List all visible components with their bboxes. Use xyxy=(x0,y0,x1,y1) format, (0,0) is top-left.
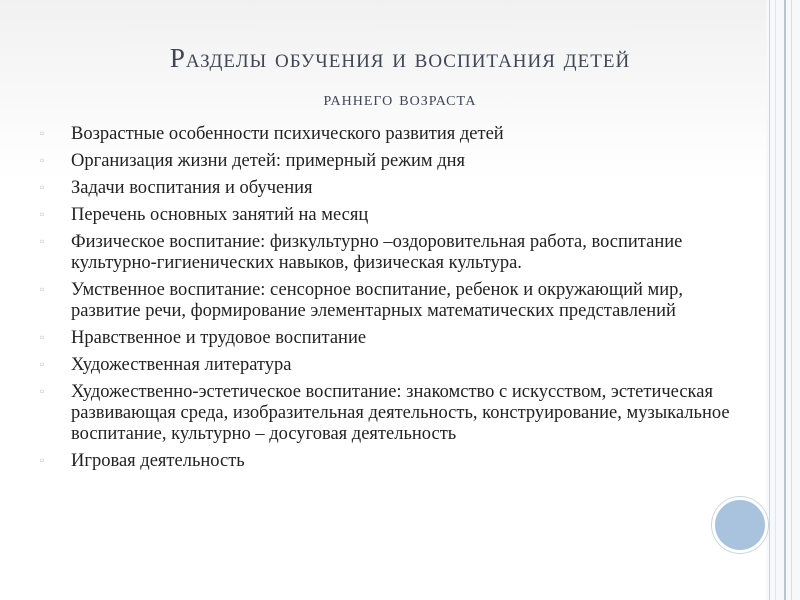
decorative-rail-line xyxy=(775,0,776,600)
decorative-rail-line xyxy=(791,0,792,600)
slide-title xyxy=(80,38,720,114)
bullet-square-icon xyxy=(40,384,48,393)
bullet-item xyxy=(40,151,740,172)
slide-title-line-1: Разделы обучения и воспитания детей xyxy=(169,43,631,73)
bullet-item xyxy=(40,280,740,322)
bullet-item xyxy=(40,124,740,145)
bullet-text: Перечень основных занятий на месяц xyxy=(71,205,369,225)
bullet-text: Возрастные особенности психического развития детей xyxy=(71,124,504,144)
bullet-text: Умственное воспитание: сенсорное воспитание, ребенок и окружающий мир, развитие речи, формирование элементарных математических представлений xyxy=(71,280,683,321)
decorative-circle xyxy=(712,497,768,553)
bullet-text: Игровая деятельность xyxy=(71,451,245,471)
bullet-item xyxy=(40,205,740,226)
bullet-list xyxy=(40,124,740,478)
bullet-item xyxy=(40,355,740,376)
slide-title-line-2: раннего возраста xyxy=(323,88,477,110)
bullet-text: Организация жизни детей: примерный режим дня xyxy=(71,151,466,171)
bullet-square-icon xyxy=(40,153,48,162)
bullet-item xyxy=(40,178,740,199)
bullet-text: Нравственное и трудовое воспитание xyxy=(71,328,367,348)
bullet-text: Задачи воспитания и обучения xyxy=(71,178,313,198)
bullet-square-icon xyxy=(40,207,48,216)
bullet-square-icon xyxy=(40,126,48,135)
bullet-square-icon xyxy=(40,282,48,291)
bullet-text: Физическое воспитание: физкультурно –оздоровительная работа, воспитание культурно-гигиенических навыков, физическая культура. xyxy=(71,232,683,273)
bullet-square-icon xyxy=(40,357,48,366)
bullet-text: Художественно-эстетическое воспитание: знакомство с искусством, эстетическая развивающая среда, изобразительная деятельность, конструирование, музыкальное воспитание, культурно – досуговая деятельность xyxy=(71,382,730,444)
bullet-item xyxy=(40,328,740,349)
decorative-edge-band xyxy=(766,0,800,600)
decorative-rail-line xyxy=(769,0,770,600)
bullet-item xyxy=(40,232,740,274)
bullet-square-icon xyxy=(40,330,48,339)
decorative-rail-line xyxy=(784,0,786,600)
bullet-square-icon xyxy=(40,180,48,189)
bullet-square-icon xyxy=(40,453,48,462)
bullet-square-icon xyxy=(40,234,48,243)
bullet-item xyxy=(40,451,740,472)
bullet-text: Художественная литература xyxy=(71,355,292,375)
bullet-item xyxy=(40,382,740,445)
